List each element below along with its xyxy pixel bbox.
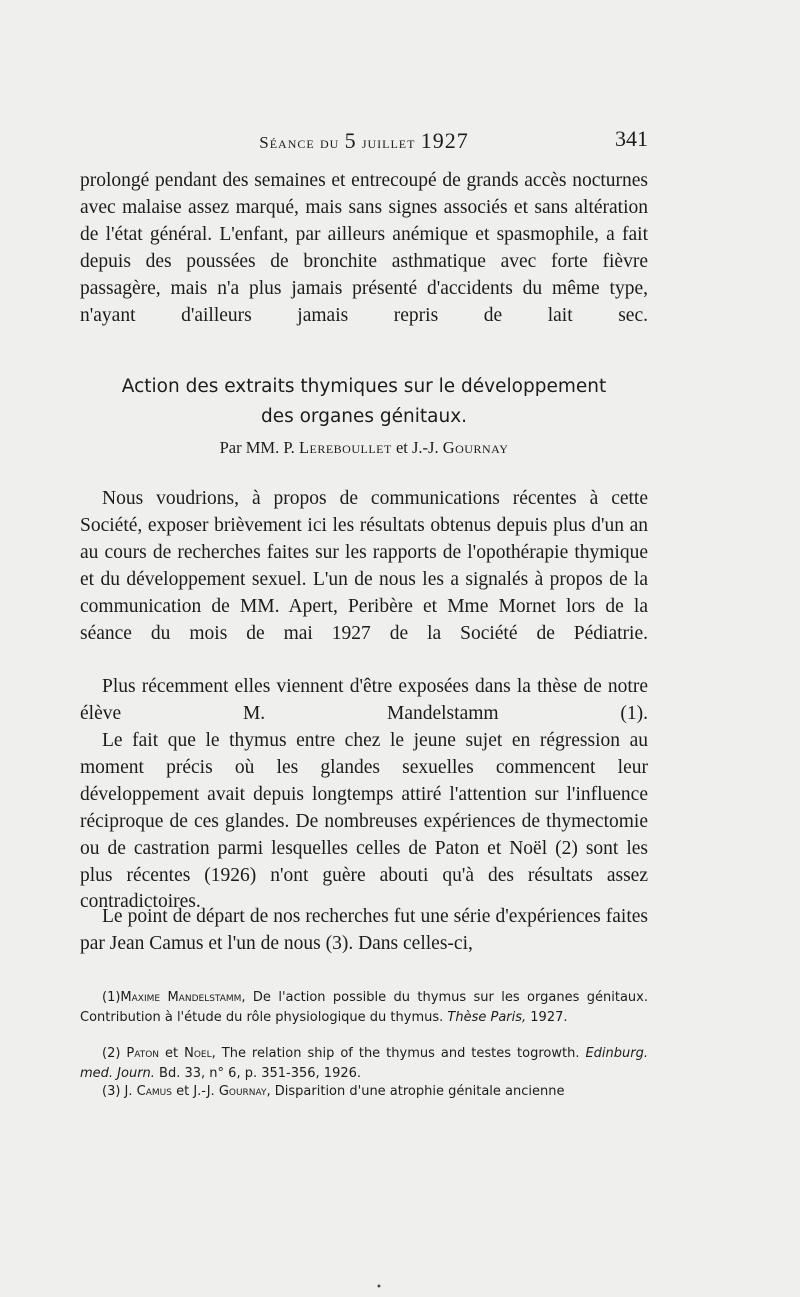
footnote-3 — [80, 1082, 648, 1102]
footnote-3-prefix: J. — [120, 1084, 137, 1099]
author-lereboullet: Lereboullet — [298, 438, 392, 457]
footnote-1 — [80, 988, 648, 1027]
byline-prefix: Par MM. P. — [219, 438, 295, 457]
footnote-3-mid: et J.-J. — [171, 1084, 219, 1099]
running-header — [80, 128, 648, 156]
body-paragraph-1: Nous voudrions, à propos de communications récentes à cette Société, exposer brièvement ici les résultats obtenus depuis plus d'un an au cours de recherches faites sur les rapports de l'opothérapie thymique et du développement sexuel. L'un de nous les a signalés à propos de la communication de MM. Apert, Peribère et Mme Mornet lors de la séance du mois de mai 1927 de la Société de Pédiatrie. — [80, 488, 648, 644]
footnote-1-year: 1927. — [526, 1009, 568, 1025]
intro-paragraph: prolongé pendant des semaines et entrecoupé de grands accès nocturnes avec malaise assez marqué, mais sans signes associés et sans altération de l'état général. L'enfant, par ailleurs anémique et spasmophile, a fait depuis des poussées de bronchite asthmatique avec forte fièvre passagère, mais n'a plus jamais présenté d'accidents du même type, n'ayant d'ailleurs jamais repris de lait sec. — [80, 170, 648, 326]
byline — [80, 438, 648, 458]
footnote-2-source: Edinburg. med. Journ. — [80, 1046, 648, 1081]
page-number: 341 — [615, 126, 648, 151]
footnote-2-author-1: Paton — [126, 1046, 160, 1061]
footnote-2-mid: et — [159, 1046, 185, 1061]
footnote-2-marker: (2) — [102, 1046, 121, 1061]
body-paragraph-4: Le point de départ de nos recherches fut une série d'expériences faites par Jean Camus et l'un de nous (3). Dans celles-ci, — [80, 906, 648, 954]
author-gournay: Gournay — [442, 438, 509, 457]
running-title — [80, 128, 648, 154]
footnote-3-text: Disparition d'une atrophie génitale ancienne — [270, 1084, 565, 1099]
bottom-mark: • — [376, 1282, 382, 1293]
footnote-2-author-2: Noel, — [184, 1046, 216, 1061]
footnote-1-author: Maxime Mandelstamm, — [120, 990, 246, 1005]
article-title-line-1: Action des extraits thymiques sur le développement — [121, 376, 607, 397]
running-title-month: juillet — [361, 133, 416, 152]
footnote-2 — [80, 1044, 648, 1083]
body-paragraph-3: Le fait que le thymus entre chez le jeune sujet en régression au moment précis où les glandes sexuelles commencent leur développement avait depuis longtemps attiré l'attention sur l'influence réciproque de ces glandes. De nombreuses expériences de thymectomie ou de castration parmi lesquelles celles de Paton et Noël (2) sont les plus récentes (1926) n'ont guère abouti qu'à des résultats assez contradictoires. — [80, 730, 648, 913]
body-paragraph-2: Plus récemment elles viennent d'être exposées dans la thèse de notre élève M. Mandelstamm (1). — [80, 676, 648, 724]
running-title-text: Séance du — [259, 133, 340, 152]
footnote-3-marker: (3) — [102, 1084, 121, 1099]
running-title-year: 1927 — [420, 128, 469, 153]
footnote-2-text: The relation ship of the thymus and testes togrowth. — [215, 1046, 586, 1061]
running-title-day: 5 — [344, 128, 357, 153]
byline-mid: et J.-J. — [395, 438, 439, 457]
footnote-2-details: Bd. 33, n° 6, p. 351-356, 1926. — [154, 1065, 362, 1081]
footnote-1-source: Thèse Paris, — [447, 1009, 527, 1025]
footnote-1-text: De l'action possible du thymus sur les organes génitaux. Contribution à l'étude du rôle physiologique du thymus. — [80, 990, 648, 1025]
footnote-3-author-2: Gournay, — [218, 1084, 271, 1099]
footnote-1-marker: (1) — [102, 990, 121, 1005]
article-title-line-2: des organes génitaux. — [260, 406, 468, 427]
footnote-3-author-1: Camus — [136, 1084, 172, 1099]
